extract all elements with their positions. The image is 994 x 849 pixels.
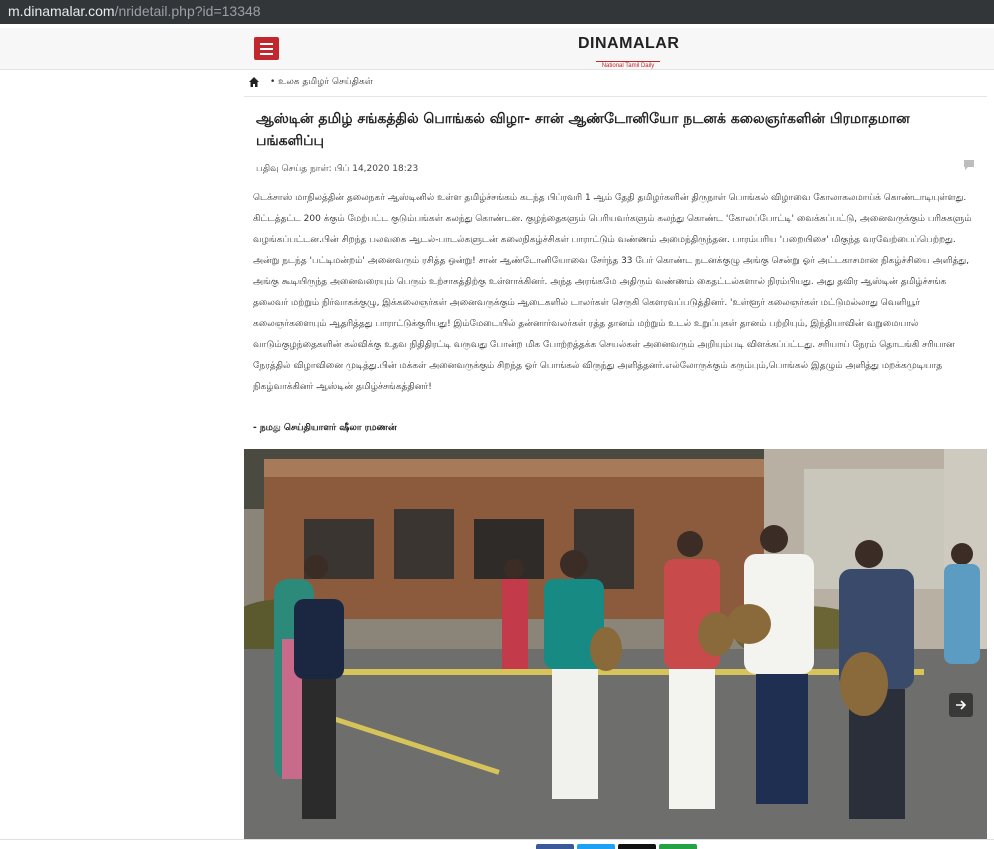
article-body: டெக்சாஸ் மாநிலத்தின் தலைநகர் ஆஸ்டினில் உள்ள தமிழ்ச்சங்கம் கடந்த பிப்ரவரி 1 ஆம் தேதி தமிழர்களின் திருநாள் பொங்கல் விழாவை கோலாகலமாய்க் கொண்டாடியுள்ளது. கிட்டத்தட்ட 200 க்கும் மேற்பட்ட குடும்பங்கள் கலந்து கொண்டன. குழந்தைகளும் பெரியவர்களும் கலந்து கொண்ட 'கோலப்போட்டி' வைக்கப்பட்டு, அனைவருக்கும் பரிசுகளும் வழங்கப்பட்டன.பின் சிறந்த பலவகை ஆடல்-பாடல்களுடன் கலைநிகழ்ச்சிகள் பாராட்டும் வண்ணம் அமைந்திருந்தன. பாரம்பரிய 'பறையிசை' மிகுந்த வரவேற்பைப்பெற்றது. அன்று நடந்த 'பட்டிமன்றம்' அனைவரும் ரசித்த ஒன்று! சான் ஆண்டோனியோவை சேர்ந்த 33 பேர் கொண்ட நடனக்குழு அங்கு சென்று ஓர் அட்டகாசமான நிகழ்ச்சியை அளித்து, அங்கு கூடியிருந்த அனைவரையும் பெரும் உற்சாகத்திற்கு உள்ளாக்கினர். அந்த அரங்கமே அதிரும் வண்ணம் கைதட்டல்களால் நிரம்பியது. அது தவிர ஆஸ்டின் தமிழ்ச்சங்க தலைவர் மற்றும் நிர்வாகக்குழு, இக்கலைஞர்கள் அனைவருக்கும் ஆடைகளில் டாலர்கள் செருகி கௌரவப்படுத்தினர். 'உள்ளூர் கலைஞர்கள் மட்டுமல்லாது வெளியூர் கலைஞர்களையும் ஆதரித்தது பாராட்டுக்குரியது! இம்மேடையில் தன்னார்வலர்கள் ரத்த தானம் மற்றும் உடல் உறுப்புகள் தானம் பற்றியும், இந்தியாவின் வறுமையால் வாடும்குழந்தைகளின் கல்விக்கு உதவ நிதிதிரட்டி வருவது போன்ற மிக போற்றத்தக்க செயல்கள் அனைவரும் அறியும்படி விளக்கப்பட்டது. சரியாய் நேரம் தொடங்கி சரியான நேரத்தில் விழாவினை முடித்து.பின் மக்கள் அனைவருக்கும் சிறந்த ஓர் பொங்கல் விருந்து அளித்தனர்.எல்லோருக்கும் கரும்பும்,பொங்கல் இதழும் அளித்து மறக்கமுடியாத நிகழ்வாக்கினர் ஆஸ்டின் தமிழ்ச்சங்கத்தினர்! [253,193,972,392]
article-title: ஆஸ்டின் தமிழ் சங்கத்தில் பொங்கல் விழா- சான் ஆண்டோனியோ நடனக் கலைஞர்களின் பிரமாதமான பங்களிப்பு [256,111,910,149]
url-path: /nridetail.php?id=13348 [114,3,261,19]
divider [244,96,987,97]
address-bar[interactable] [0,0,994,24]
site-header [0,28,994,70]
article-author: - நமது செய்தியாளர் ஷீலா ரமணன் [253,423,397,433]
divider [0,839,994,840]
logo-subtitle: National Tamil Daily [596,61,661,71]
facebook-share-button[interactable] [536,844,574,849]
gallery-next-button[interactable] [949,693,973,717]
twitter-share-button[interactable] [577,844,615,849]
site-logo[interactable] [578,35,680,69]
logo-text: DINAMALAR [578,35,680,52]
breadcrumb-section[interactable]: • உலக தமிழர் செய்திகள் [270,77,373,87]
published-date: பதிவு செய்த நாள்: பிப் 14,2020 18:23 [256,164,419,174]
share-bar [536,844,700,849]
comment-icon[interactable] [963,159,975,171]
hamburger-menu-icon[interactable] [254,37,279,60]
breadcrumb [248,72,373,92]
email-share-button[interactable] [618,844,656,849]
url-host: m.dinamalar.com [8,3,115,19]
chevron-right-icon [949,693,973,717]
whatsapp-share-button[interactable] [659,844,697,849]
home-icon[interactable] [248,76,260,88]
article-photo [244,449,987,839]
